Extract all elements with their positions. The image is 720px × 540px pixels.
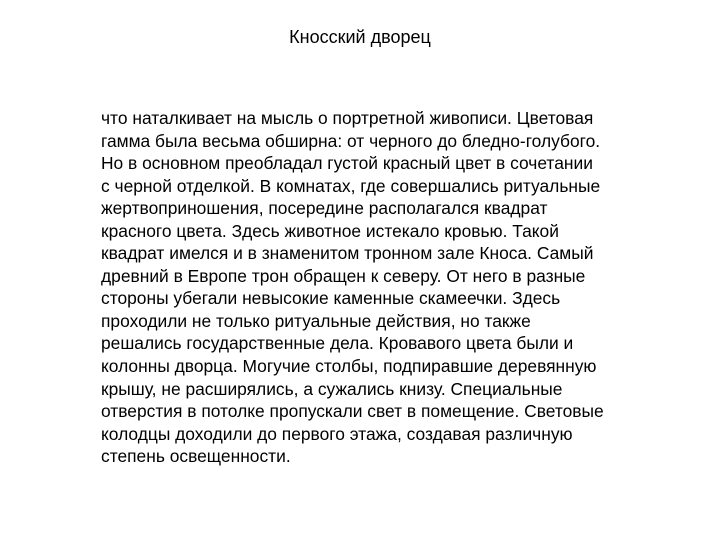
- body-line: квадрат имелся и в знаменитом тронном зале Кноса. Самый: [101, 243, 594, 264]
- body-line: проходили не только ритуальные действия, но также: [101, 310, 531, 331]
- body-line: стороны убегали невысокие каменные скамеечки. Здесь: [101, 288, 561, 309]
- body-line: решались государственные дела. Кровавого цвета были и: [101, 333, 574, 354]
- body-line: степень освещенности.: [101, 446, 291, 467]
- body-line: что наталкивает на мысль о портретной живописи. Цветовая: [101, 108, 594, 128]
- body-line: жертвоприношения, посередине располагался квадрат: [101, 198, 548, 219]
- body-line: крышу, не расширялись, а сужались книзу. Специальные: [101, 378, 563, 399]
- body-line: древний в Европе трон обращен к северу. От него в разные: [101, 265, 586, 286]
- body-line: с черной отделкой. В комнатах, где совершались ритуальные: [101, 175, 601, 196]
- body-line: красного цвета. Здесь животное истекало кровью. Такой: [101, 220, 559, 241]
- body-text: [101, 107, 661, 468]
- body-line: Но в основном преобладал густой красный цвет в сочетании: [101, 153, 593, 174]
- body-line: колонны дворца. Могучие столбы, подпиравшие деревянную: [101, 356, 597, 377]
- body-line: отверстия в потолке пропускали свет в помещение. Световые: [101, 401, 604, 422]
- body-line: гамма была весьма обширна: от черного до бледно-голубого.: [101, 130, 601, 151]
- body-line: колодцы доходили до первого этажа, создавая различную: [101, 423, 573, 444]
- slide-title: Кносский дворец: [289, 27, 431, 47]
